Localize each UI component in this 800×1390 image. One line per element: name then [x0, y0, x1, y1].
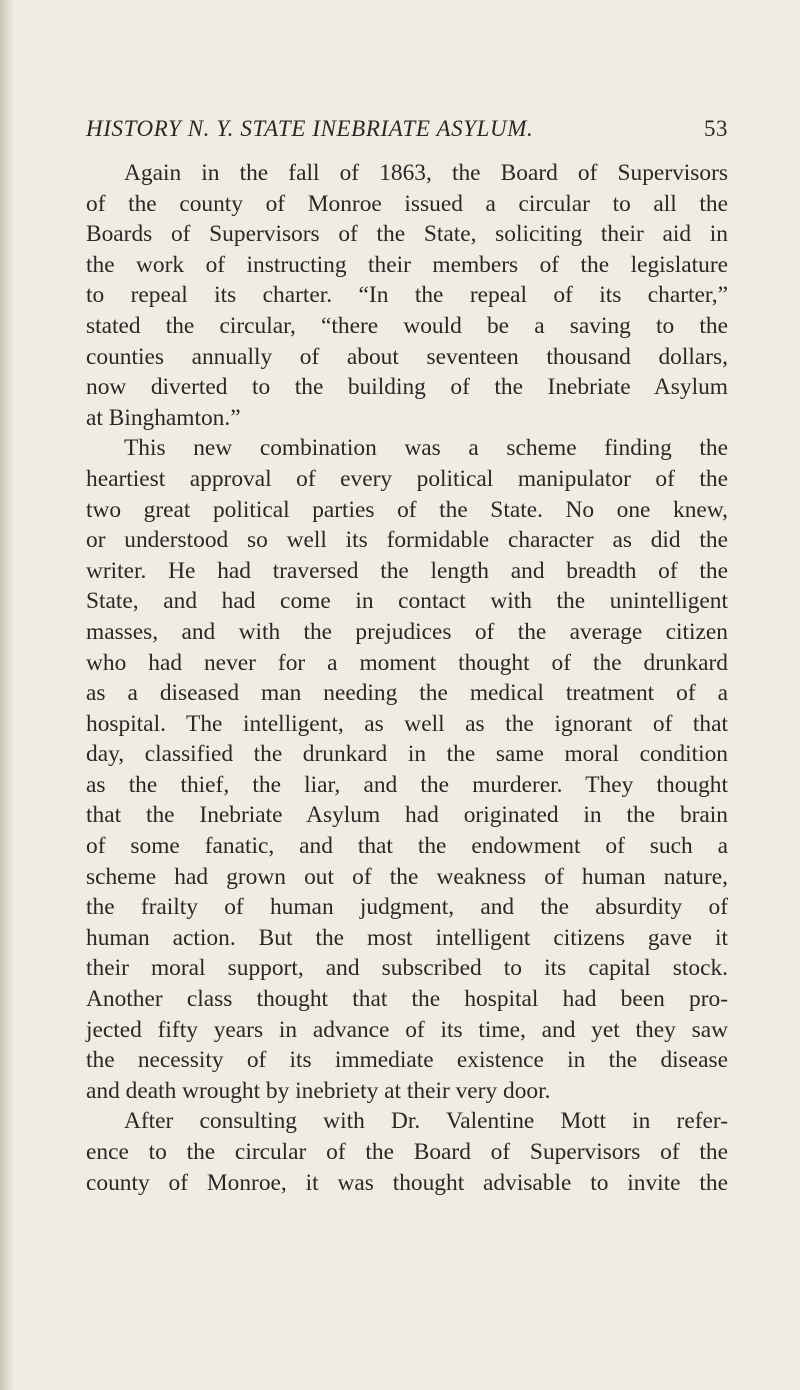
- running-title: HISTORY N. Y. STATE INEBRIATE ASYLUM.: [86, 116, 534, 141]
- text-line: scheme had grown out of the weakness of human nature,: [86, 863, 728, 890]
- text-line: to repeal its charter. “In the repeal of its charter,”: [86, 282, 728, 309]
- text-line: writer. He had traversed the length and breadth of the: [86, 557, 728, 584]
- text-line: State, and had come in contact with the unintelligent: [86, 588, 728, 615]
- text-line: Again in the fall of 1863, the Board of Supervisors: [124, 160, 728, 186]
- text-line: the work of instructing their members of the legislature: [86, 251, 728, 278]
- text-line: two great political parties of the State. No one knew,: [86, 496, 728, 523]
- text-line: Boards of Supervisors of the State, soliciting their aid in: [86, 221, 728, 248]
- text-line: at Binghamton.”: [86, 404, 241, 431]
- text-line: heartiest approval of every political manipulator of the: [86, 465, 728, 492]
- page-edge-shadow: [0, 0, 14, 1390]
- running-header: [86, 116, 728, 156]
- text-line: After consulting with Dr. Valentine Mott in refer-: [124, 1108, 728, 1135]
- text-line: hospital. The intelligent, as well as the ignorant of that: [86, 710, 728, 737]
- page-number: 53: [704, 116, 728, 141]
- text-line: now diverted to the building of the Inebriate Asylum: [86, 374, 728, 401]
- text-line: and death wrought by inebriety at their very door.: [86, 1077, 551, 1104]
- text-line: who had never for a moment thought of the drunkard: [86, 649, 728, 676]
- text-line: This new combination was a scheme finding the: [124, 435, 728, 462]
- text-line: as a diseased man needing the medical treatment of a: [86, 680, 728, 707]
- text-line: the necessity of its immediate existence in the disease: [86, 1047, 728, 1074]
- text-line: that the Inebriate Asylum had originated in the brain: [86, 802, 728, 829]
- text-line: stated the circular, “there would be a saving to the: [86, 312, 728, 339]
- text-line: counties annually of about seventeen thousand dollars,: [86, 343, 728, 370]
- text-line: of the county of Monroe issued a circular to all the: [86, 190, 728, 217]
- text-line: human action. But the most intelligent citizens gave it: [86, 924, 728, 951]
- text-line: Another class thought that the hospital had been pro-: [86, 986, 728, 1013]
- text-line: county of Monroe, it was thought advisable to invite the: [86, 1169, 728, 1196]
- text-line: masses, and with the prejudices of the average citizen: [86, 618, 728, 645]
- text-line: jected fifty years in advance of its time, and yet they saw: [86, 1016, 728, 1043]
- text-line: the frailty of human judgment, and the absurdity of: [86, 894, 728, 921]
- text-line: ence to the circular of the Board of Supervisors of the: [86, 1139, 728, 1165]
- text-line: as the thief, the liar, and the murderer. They thought: [86, 771, 728, 798]
- text-line: or understood so well its formidable character as did the: [86, 527, 728, 554]
- text-line: of some fanatic, and that the endowment of such a: [86, 833, 728, 860]
- text-line: day, classified the drunkard in the same moral condition: [86, 741, 728, 768]
- text-line: their moral support, and subscribed to its capital stock.: [86, 955, 728, 982]
- body-text: [86, 158, 728, 1198]
